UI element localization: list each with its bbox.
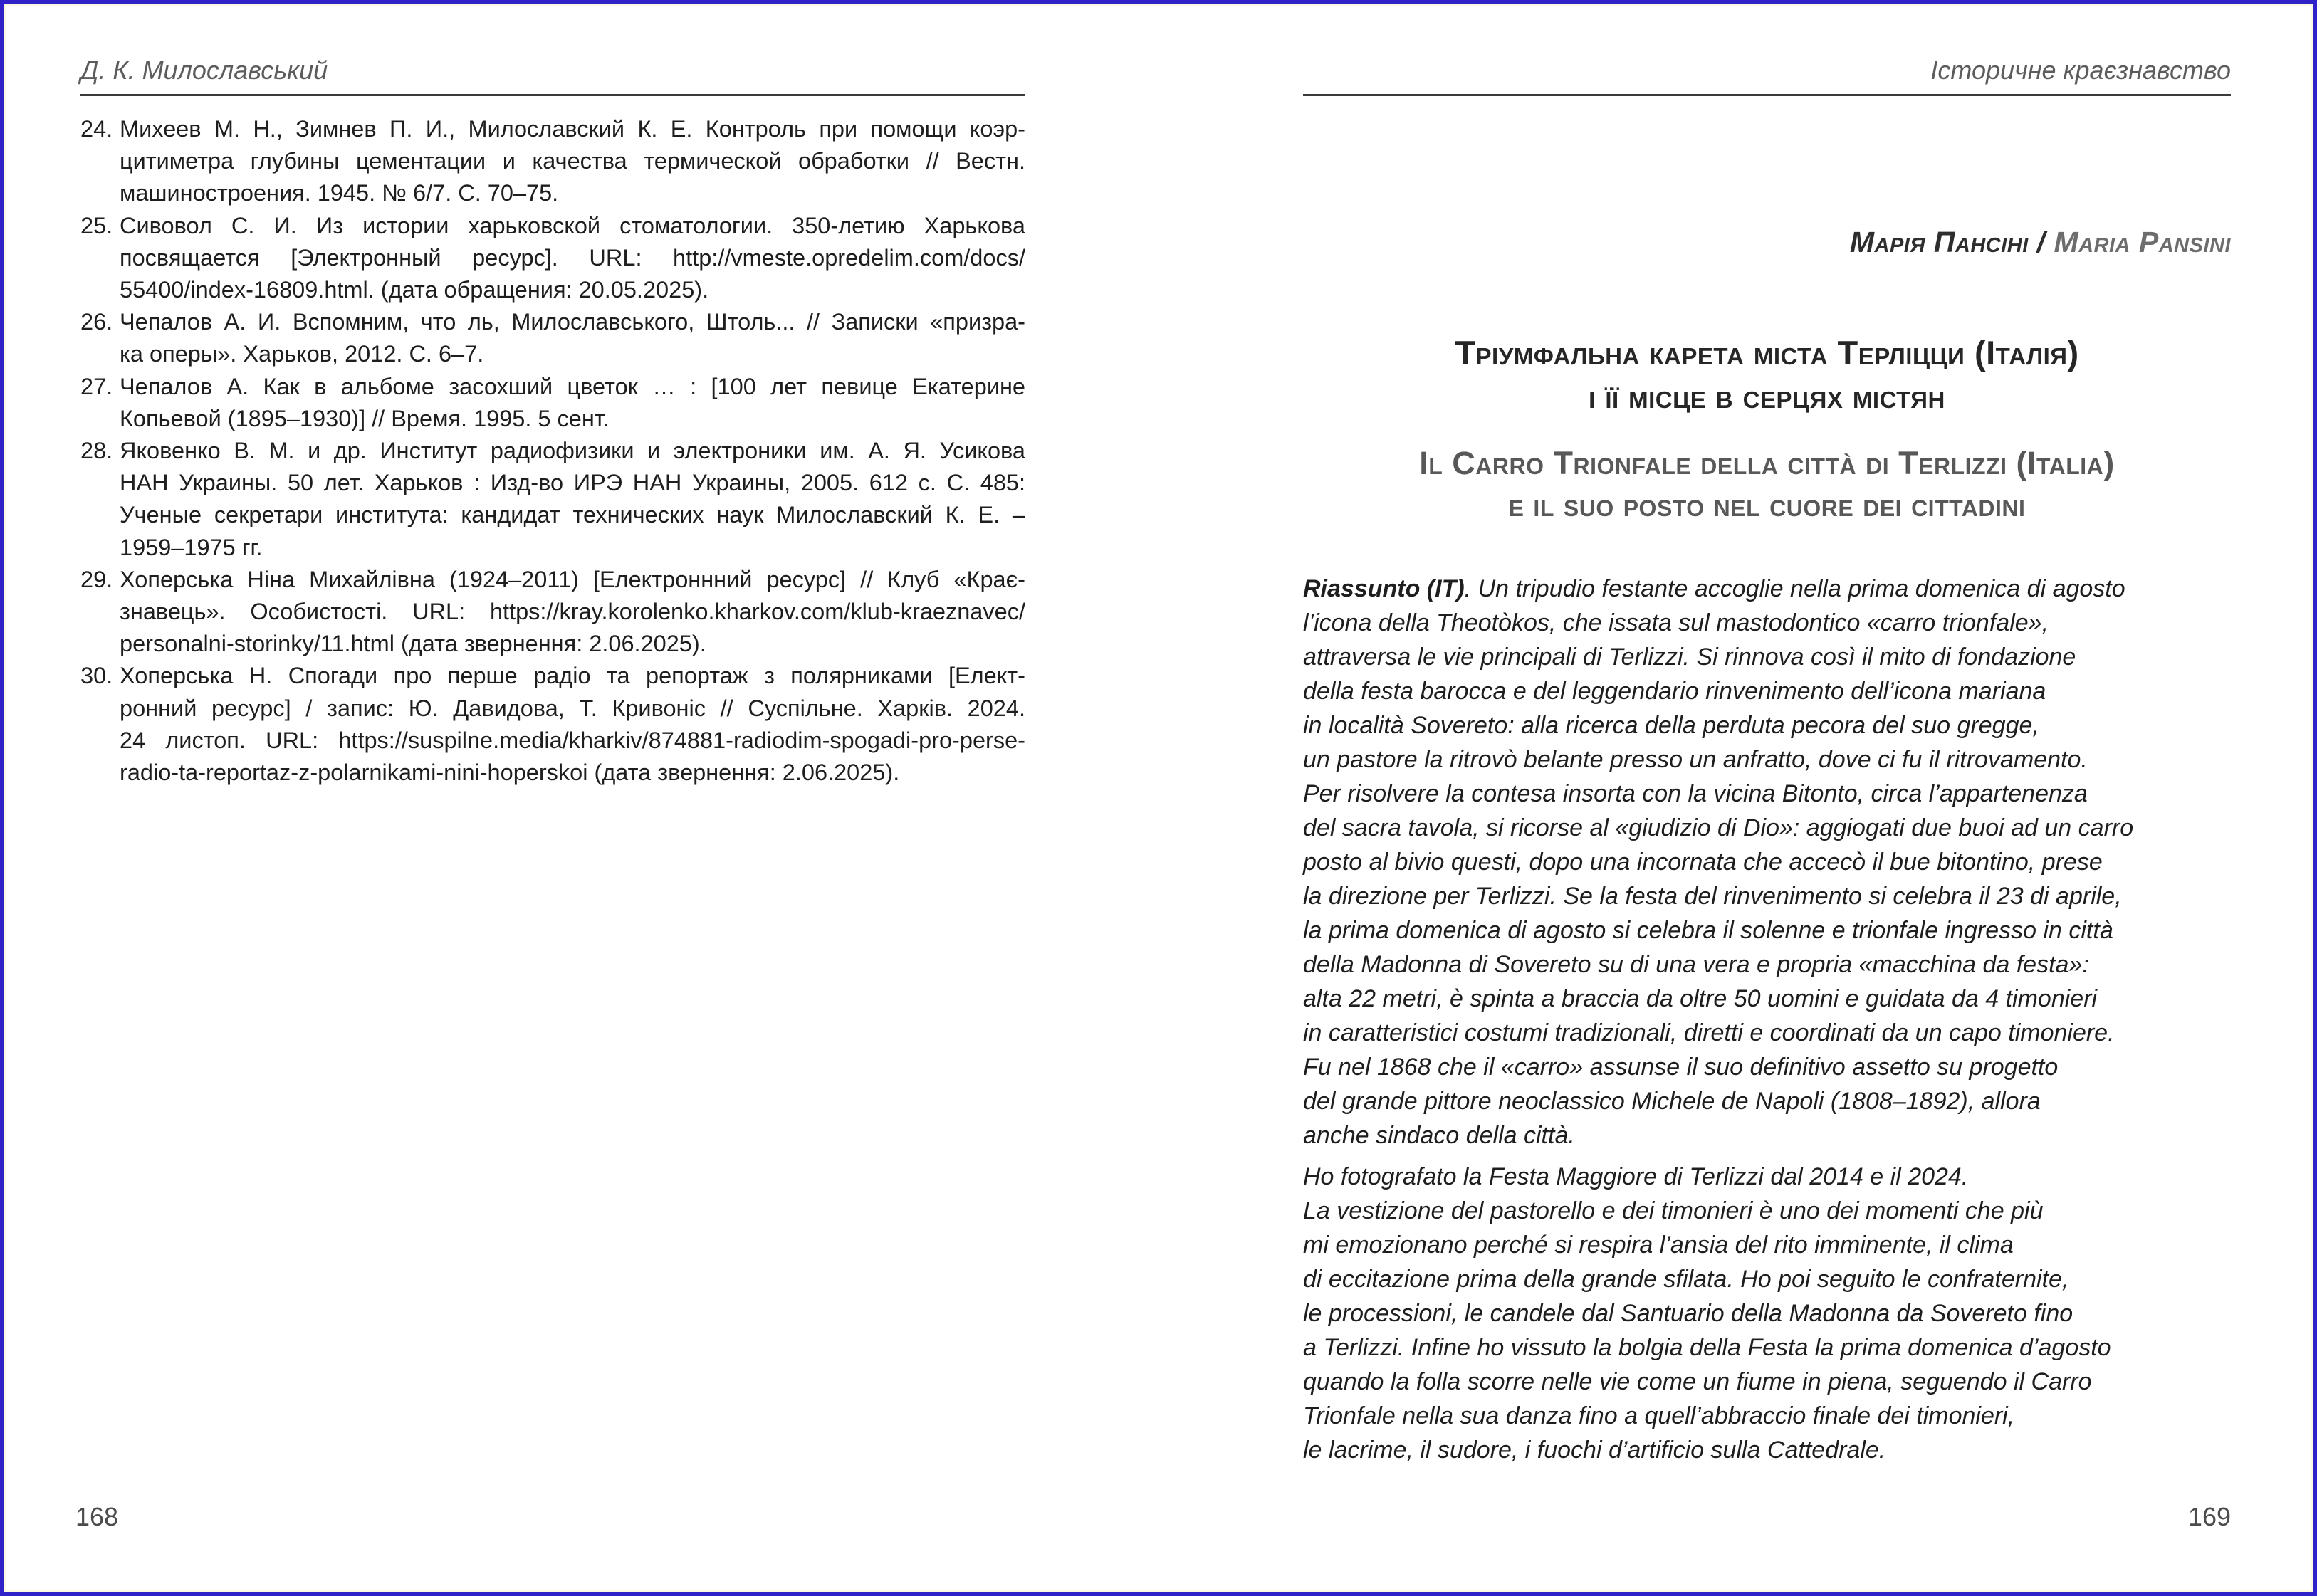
abstract-line: posto al bivio questi, dopo una incornata che accecò il bue bitontino, prese [1303, 849, 2103, 876]
abstract-para-2 [1303, 1160, 2231, 1467]
abstract-para-1 [1303, 572, 2231, 1153]
author-name-ukrainian: Марія Пансіні / [1849, 226, 2054, 258]
reference-text [120, 306, 1025, 370]
reference-item [80, 564, 1025, 661]
abstract-line: in località Sovereto: alla ricerca della perduta pecora del suo gregge, [1303, 712, 2039, 739]
reference-line: НАН Украины. 50 лет. Харьков : Изд-во ИРЭ НАН Украины, 2005. 612 с. С. 485: [120, 470, 1025, 496]
reference-line: Чепалов А. Как в альбоме засохший цветок … : [100 лет певице Екатерине [120, 373, 1025, 399]
reference-number: 30. [80, 663, 113, 689]
running-head-left: Д. К. Милославський [80, 56, 328, 85]
reference-item [80, 435, 1025, 564]
abstract-line: di eccitazione prima della grande sfilata. Ho poi seguito le confraternite, [1303, 1266, 2069, 1293]
article-title-it-line1: Il Carro Trionfale della città di Terlizzi (Italia) [1419, 445, 2115, 481]
abstract-line: della Madonna di Sovereto su di una vera e propria «macchina da festa»: [1303, 951, 2089, 978]
reference-text [120, 371, 1025, 435]
reference-text [120, 435, 1025, 564]
abstract-line: quando la folla scorre nelle vie come un fiume in piena, seguendo il Carro [1303, 1368, 2092, 1395]
article-title-uk-line1: Тріумфальна карета міста Терліцци (Італія) [1455, 334, 2079, 372]
abstract [1303, 572, 2231, 1467]
abstract-line: mi emozionano perché si respira l’ansia del rito imminente, il clima [1303, 1232, 2014, 1259]
reference-number: 24. [80, 116, 113, 142]
reference-line: 1959–1975 гг. [120, 534, 263, 560]
reference-number: 28. [80, 438, 113, 464]
reference-item [80, 306, 1025, 370]
reference-line: 55400/index-16809.html. (дата обращения: 20.05.2025). [120, 277, 709, 303]
reference-text [120, 113, 1025, 210]
abstract-line: Trionfale nella sua danza fino a quell’abbraccio finale dei timonieri, [1303, 1402, 2015, 1429]
abstract-line: la direzione per Terlizzi. Se la festa del rinvenimento si celebra il 23 di aprile, [1303, 883, 2122, 910]
reference-number: 26. [80, 309, 113, 335]
author-line [1303, 226, 2231, 258]
reference-line: Ученые секретари института: кандидат технических наук Милославский К. Е. – [120, 502, 1025, 528]
reference-line: Чепалов А. И. Вспомним, что ль, Милославського, Штоль... // Записки «призра- [120, 309, 1025, 335]
reference-line: Сивовол С. И. Из истории харьковской стоматологии. 350-летию Харькова [120, 212, 1025, 238]
reference-line: Хоперська Н. Спогади про перше радіо та репортаж з полярниками [Елект- [120, 663, 1025, 689]
header-rule-right [1303, 94, 2231, 96]
reference-item [80, 371, 1025, 435]
page-number-right: 169 [2187, 1502, 2231, 1531]
abstract-line: del sacra tavola, si ricorse al «giudizio di Dio»: aggiogati due buoi ad un carro [1303, 814, 2134, 841]
reference-line: посвящается [Электронный ресурс]. URL: http://vmeste.opredelim.com/docs/ [120, 244, 1025, 271]
reference-item [80, 660, 1025, 789]
abstract-line: le lacrime, il sudore, i fuochi d’artificio sulla Cattedrale. [1303, 1437, 1886, 1464]
reference-text [120, 660, 1025, 789]
article-title-it-line2: e il suo posto nel cuore dei cittadini [1508, 487, 2026, 523]
reference-line: цитиметра глубины цементации и качества термической обработки // Вестн. [120, 148, 1025, 174]
references-list [80, 113, 1025, 789]
reference-line: radio-ta-reportaz-z-polarnikami-nini-hoperskoi (дата звернення: 2.06.2025). [120, 760, 900, 786]
abstract-line: Ho fotografato la Festa Maggiore di Terlizzi dal 2014 e il 2024. [1303, 1163, 1969, 1190]
abstract-line: del grande pittore neoclassico Michele de Napoli (1808–1892), allora [1303, 1088, 2041, 1115]
reference-line: ронний ресурс] / запис: Ю. Давидова, Т. Кривоніс // Суспільне. Харків. 2024. [120, 695, 1025, 721]
reference-number: 27. [80, 373, 113, 399]
abstract-lead-rest: . Un tripudio festante accoglie nella prima domenica di agosto [1464, 575, 2125, 602]
reference-line: ка оперы». Харьков, 2012. С. 6–7. [120, 341, 484, 367]
article-title-italian [1303, 442, 2231, 526]
reference-text [120, 210, 1025, 307]
abstract-line: a Terlizzi. Infine ho vissuto la bolgia della Festa la prima domenica d’agosto [1303, 1334, 2111, 1361]
abstract-line: in caratteristici costumi tradizionali, diretti e coordinati da un capo timoniere. [1303, 1019, 2115, 1046]
abstract-line: Fu nel 1868 che il «carro» assunse il suo definitivo assetto su progetto [1303, 1054, 2059, 1081]
reference-line: Хоперська Ніна Михайлівна (1924–2011) [Електроннний ресурс] // Клуб «Крає- [120, 566, 1025, 592]
author-name-latin: Maria Pansini [2054, 226, 2231, 258]
page-left [80, 56, 1025, 789]
page-number-left: 168 [75, 1502, 119, 1531]
reference-item [80, 113, 1025, 210]
abstract-line: la prima domenica di agosto si celebra il solenne e trionfale ingresso in città [1303, 917, 2113, 944]
page-right [1303, 56, 2231, 1467]
abstract-line: attraversa le vie principali di Terlizzi. Si rinnova così il mito di fondazione [1303, 644, 2076, 671]
abstract-lead: Riassunto (IT) [1303, 575, 1465, 602]
reference-line: Михеев М. Н., Зимнев П. И., Милославский К. Е. Контроль при помощи коэр- [120, 116, 1025, 142]
reference-line: personalni-storinky/11.html (дата звернення: 2.06.2025). [120, 631, 706, 657]
article-title-ukrainian [1303, 331, 2231, 418]
header-rule-left [80, 94, 1025, 96]
reference-line: Яковенко В. М. и др. Институт радиофизики и электроники им. А. Я. Усикова [120, 438, 1025, 464]
abstract-line: Per risolvere la contesa insorta con la vicina Bitonto, circa l’appartenenza [1303, 780, 2088, 807]
running-head-right: Історичне краєзнавство [1930, 56, 2231, 85]
abstract-line: anche sindaco della città. [1303, 1122, 1575, 1149]
reference-text [120, 564, 1025, 661]
abstract-line: un pastore la ritrovò belante presso un anfratto, dove ci fu il ritrovamento. [1303, 746, 2088, 773]
abstract-line: La vestizione del pastorello e dei timonieri è uno dei momenti che più [1303, 1197, 2044, 1224]
reference-line: Копьевой (1895–1930)] // Время. 1995. 5 сент. [120, 405, 610, 431]
abstract-line: l’icona della Theotòkos, che issata sul mastodontico «carro trionfale», [1303, 609, 2049, 636]
reference-item [80, 210, 1025, 307]
reference-number: 29. [80, 566, 113, 592]
abstract-line: della festa barocca e del leggendario rinvenimento dell’icona mariana [1303, 678, 2046, 705]
article-title-uk-line2: і її місце в серцях містян [1589, 377, 1945, 415]
reference-number: 25. [80, 212, 113, 238]
reference-line: знавець». Особистості. URL: https://kray.korolenko.kharkov.com/klub-kraeznavec/ [120, 599, 1025, 625]
abstract-line: alta 22 metri, è spinta a braccia da oltre 50 uomini e guidata da 4 timonieri [1303, 985, 2098, 1012]
abstract-line [1303, 572, 2231, 606]
reference-line: 24 листоп. URL: https://suspilne.media/kharkiv/874881-radiodim-spogadi-pro-perse- [120, 727, 1025, 753]
abstract-line: le processioni, le candele dal Santuario della Madonna da Sovereto fino [1303, 1300, 2073, 1327]
reference-line: машиностроения. 1945. № 6/7. С. 70–75. [120, 180, 559, 206]
